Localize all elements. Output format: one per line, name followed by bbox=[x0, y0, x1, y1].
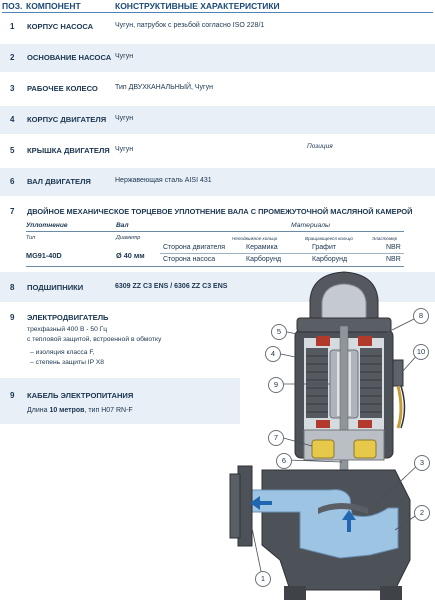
seal-sub-fixed: Неподвижное кольцо bbox=[232, 236, 278, 241]
callout-7: 7 bbox=[268, 430, 284, 446]
seal-side-pump: Сторона насоса bbox=[163, 256, 216, 263]
row-number: 4 bbox=[10, 115, 15, 124]
callout-3: 3 bbox=[414, 455, 430, 471]
callout-4: 4 bbox=[265, 346, 281, 362]
motor-number: 9 bbox=[10, 313, 15, 322]
row-value: Чугун bbox=[115, 115, 134, 122]
motor-line2: с тепловой защитой, встроенной в обмотку bbox=[27, 336, 162, 343]
seal-elastomer-pump: NBR bbox=[386, 256, 401, 263]
motor-label: ЭЛЕКТРОДВИГАТЕЛЬ bbox=[27, 313, 109, 322]
header-pos: ПОЗ. bbox=[2, 1, 23, 11]
seal-col-seal: Уплотнение bbox=[26, 222, 68, 229]
cable-prefix: Длина bbox=[27, 407, 50, 414]
seal-sub-rotating: Вращающееся кольцо bbox=[305, 236, 353, 241]
cable-label: КАБЕЛЬ ЭЛЕКТРОПИТАНИЯ bbox=[27, 391, 134, 400]
callout-9: 9 bbox=[268, 377, 284, 393]
row-number: 3 bbox=[10, 84, 15, 93]
seal-rotating-motor: Графит bbox=[312, 244, 337, 251]
callout-2: 2 bbox=[414, 505, 430, 521]
seal-sub-elastomer: Эластомер bbox=[372, 236, 398, 241]
motor-bullet1: – изоляция класса F, bbox=[30, 349, 95, 356]
row-label: КОРПУС ДВИГАТЕЛЯ bbox=[27, 115, 107, 124]
row-number: 2 bbox=[10, 53, 15, 62]
seal-title: ДВОЙНОЕ МЕХАНИЧЕСКОЕ ТОРЦЕВОЕ УПЛОТНЕНИЕ ВАЛА С ПРОМЕЖУТОЧНОЙ МАСЛЯНОЙ КАМЕРОЙ bbox=[27, 207, 413, 216]
cable-length: 10 метров bbox=[49, 407, 85, 414]
header-component: КОМПОНЕНТ bbox=[26, 1, 81, 11]
row-label: РАБОЧЕЕ КОЛЕСО bbox=[27, 84, 98, 93]
row-value: Тип ДВУХКАНАЛЬНЫЙ, Чугун bbox=[115, 84, 213, 91]
row-label: ОСНОВАНИЕ НАСОСА bbox=[27, 53, 112, 62]
cable-number: 9 bbox=[10, 391, 15, 400]
callout-10: 10 bbox=[413, 344, 429, 360]
row-value: Чугун bbox=[115, 53, 134, 60]
seal-fixed-motor: Керамика bbox=[246, 244, 278, 251]
callout-6: 6 bbox=[276, 453, 292, 469]
seal-col-materials: Материалы bbox=[291, 222, 331, 229]
row-value: 6309 ZZ C3 ENS / 6306 ZZ C3 ENS bbox=[115, 283, 228, 290]
seal-diameter-value: Ø 40 мм bbox=[116, 251, 145, 260]
row-value: Чугун, патрубок с резьбой согласно ISO 228/1 bbox=[115, 22, 265, 29]
motor-line1: трехфазный 400 В - 50 Гц bbox=[27, 326, 108, 333]
row-label: КОРПУС НАСОСА bbox=[27, 22, 94, 31]
seal-elastomer-motor: NBR bbox=[386, 244, 401, 251]
row-value: Нержавеющая сталь AISI 431 bbox=[115, 177, 212, 184]
seal-number: 7 bbox=[10, 207, 15, 216]
row-number: 5 bbox=[10, 146, 15, 155]
row-label: КРЫШКА ДВИГАТЕЛЯ bbox=[27, 146, 110, 155]
seal-col-shaft: Вал bbox=[116, 222, 129, 229]
cable-suffix: , тип H07 RN-F bbox=[84, 407, 133, 414]
row-number: 8 bbox=[10, 283, 15, 292]
callout-1: 1 bbox=[255, 571, 271, 587]
row-number: 6 bbox=[10, 177, 15, 186]
seal-fixed-pump: Карборунд bbox=[246, 256, 282, 263]
seal-side-motor: Сторона двигателя bbox=[163, 244, 226, 251]
callout-5: 5 bbox=[271, 324, 287, 340]
callout-8: 8 bbox=[413, 308, 429, 324]
seal-sub-type: Тип bbox=[26, 235, 36, 241]
seal-rotating-pump: Карборунд bbox=[312, 256, 348, 263]
row-label: ВАЛ ДВИГАТЕЛЯ bbox=[27, 177, 91, 186]
row-label: ПОДШИПНИКИ bbox=[27, 283, 84, 292]
motor-bullet2: – степень защиты IP X8 bbox=[30, 359, 104, 366]
row-number: 1 bbox=[10, 22, 15, 31]
position-caption: Позиция bbox=[307, 143, 333, 150]
header-characteristics: КОНСТРУКТИВНЫЕ ХАРАКТЕРИСТИКИ bbox=[115, 1, 280, 11]
seal-sub-diameter: Диаметр bbox=[116, 235, 141, 241]
seal-type-value: MG91-40D bbox=[26, 251, 62, 260]
row-value: Чугун bbox=[115, 146, 134, 153]
